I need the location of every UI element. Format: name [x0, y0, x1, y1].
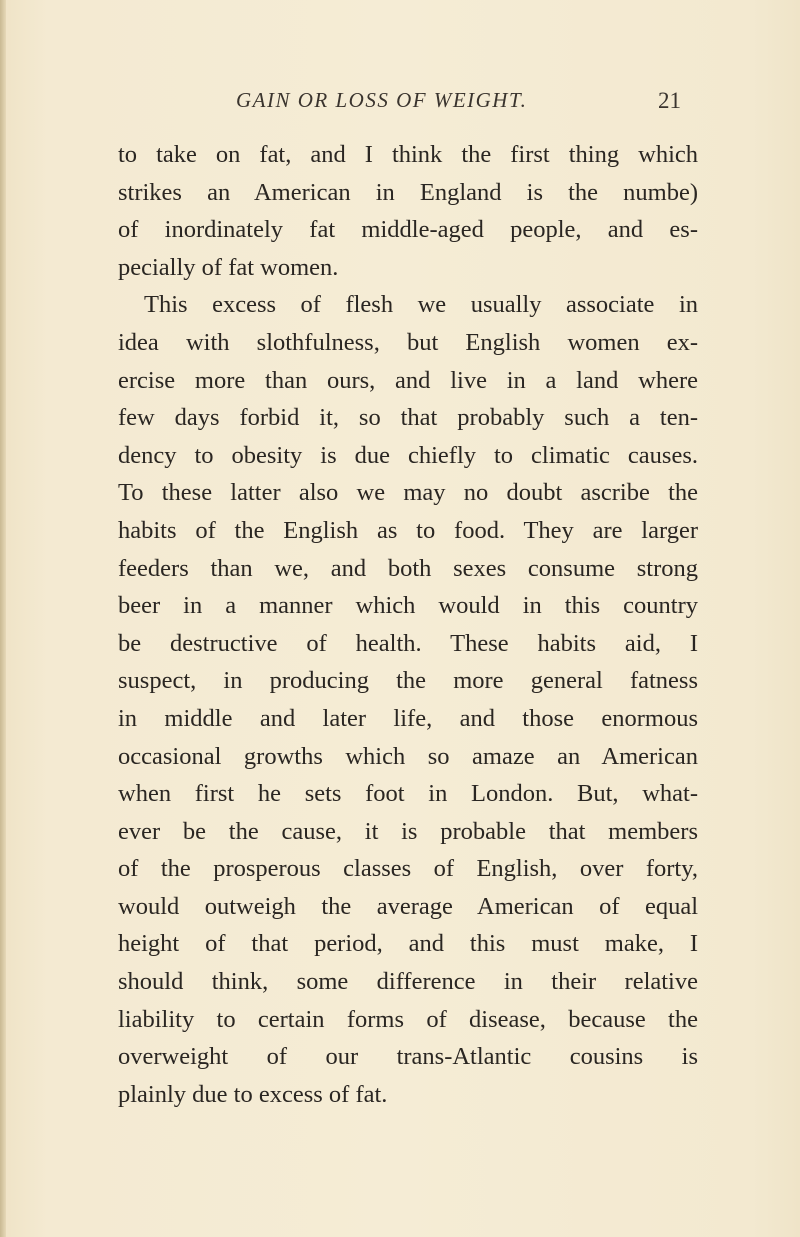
text-line: of the prosperous classes of English, over forty,	[118, 855, 698, 883]
text-line: habits of the English as to food. They are larger	[118, 516, 698, 544]
text-line: suspect, in producing the more general fatness	[118, 667, 698, 695]
text-line: of inordinately fat middle-aged people, and es-	[118, 216, 698, 244]
text-line: in middle and later life, and those enormous	[118, 704, 698, 732]
page-number: 21	[658, 88, 681, 113]
page-header	[0, 88, 800, 118]
text-line: strikes an American in England is the numbe)	[118, 178, 698, 206]
page-gutter-edge	[0, 0, 6, 1237]
text-line: height of that period, and this must make, I	[118, 930, 698, 958]
text-line: overweight of our trans-Atlantic cousins is	[118, 1043, 698, 1071]
text-line: should think, some difference in their relative	[118, 968, 698, 996]
text-line: This excess of flesh we usually associate in	[144, 291, 698, 319]
running-head: GAIN OR LOSS OF WEIGHT.	[236, 88, 528, 112]
text-line: ercise more than ours, and live in a land where	[118, 366, 698, 394]
text-line: To these latter also we may no doubt ascribe the	[118, 479, 698, 507]
text-line: liability to certain forms of disease, because the	[118, 1005, 698, 1033]
text-line: occasional growths which so amaze an American	[118, 742, 698, 770]
text-line: to take on fat, and I think the first thing which	[118, 141, 698, 168]
text-line: idea with slothfulness, but English women ex-	[118, 328, 698, 356]
text-line: pecially of fat women.	[118, 253, 339, 281]
text-line: would outweigh the average American of equal	[118, 892, 698, 920]
body-text	[118, 136, 698, 1113]
text-line: beer in a manner which would in this country	[118, 592, 698, 620]
text-line: plainly due to excess of fat.	[118, 1080, 388, 1108]
text-line: dency to obesity is due chiefly to climatic causes.	[118, 441, 698, 469]
text-line: when first he sets foot in London. But, what-	[118, 780, 698, 808]
text-line: few days forbid it, so that probably such a ten-	[118, 404, 698, 432]
text-line: be destructive of health. These habits aid, I	[118, 629, 698, 657]
text-line: ever be the cause, it is probable that members	[118, 817, 698, 845]
text-line: feeders than we, and both sexes consume strong	[118, 554, 698, 582]
